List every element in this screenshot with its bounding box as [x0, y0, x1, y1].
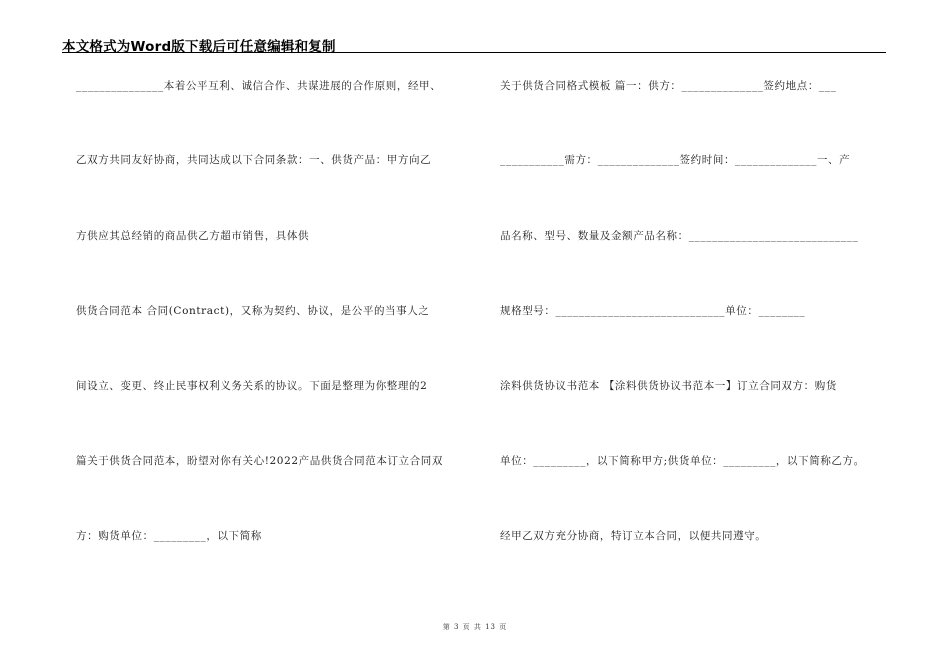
- right-line-6: 单位：_________，以下简称甲方;供货单位：_________，以下简称乙方。: [500, 455, 865, 467]
- page-number: 第 3 页 共 13 页: [442, 623, 508, 631]
- left-line-2: 乙双方共同友好协商，共同达成以下合同条款：一、供货产品：甲方向乙: [76, 154, 432, 166]
- header-rule: [62, 52, 886, 53]
- left-line-4: 供货合同范本 合同(Contract)，又称为契约、协议，是公平的当事人之: [76, 305, 430, 317]
- right-line-5: 涂料供货协议书范本 【涂料供货协议书范本一】订立合同双方：购货: [500, 380, 837, 392]
- right-line-3: 品名称、型号、数量及金额产品名称：_____________________________: [500, 230, 859, 242]
- right-line-2: ___________需方：______________签约时间：______________一、产: [500, 154, 851, 166]
- left-line-1: _______________本着公平互利、诚信合作、共谋进展的合作原则，经甲、: [76, 80, 442, 92]
- left-line-6: 篇关于供货合同范本，盼望对你有关心!2022产品供货合同范本订立合同双: [76, 455, 443, 467]
- right-line-1: 关于供货合同格式模板 篇一：供方：______________签约地点：___: [500, 80, 837, 92]
- left-line-7: 方：购货单位：_________，以下简称: [76, 530, 262, 542]
- right-line-7: 经甲乙双方充分协商，特订立本合同，以便共同遵守。: [500, 530, 767, 542]
- left-line-5: 间设立、变更、终止民事权利义务关系的协议。下面是整理为你整理的2: [76, 380, 428, 392]
- left-line-3: 方供应其总经销的商品供乙方超市销售，具体供: [76, 230, 310, 242]
- document-header-title: 本文格式为Word版下载后可任意编辑和复制: [62, 39, 336, 55]
- right-line-4: 规格型号：_____________________________单位：________: [500, 305, 806, 317]
